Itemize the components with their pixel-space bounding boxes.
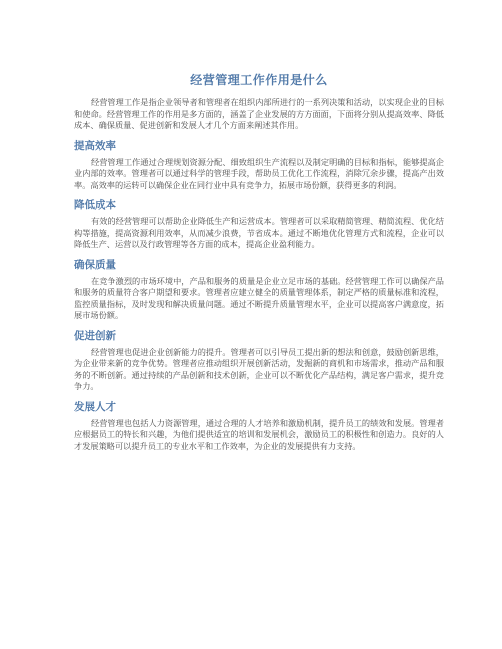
section-heading: 降低成本 xyxy=(74,199,116,211)
section-innovation xyxy=(74,329,444,393)
section-quality xyxy=(74,258,444,322)
section-paragraph: 有效的经营管理可以帮助企业降低生产和运营成本。管理者可以采取精简管理、精简流程、优化结构等措施，提高资源利用效率，从而减少浪费，节省成本。通过不断地优化管理方式和流程，企业可以降低生产、运营以及行政管理等各方面的成本，提高企业盈利能力。 xyxy=(74,216,444,249)
page-title: 经营管理工作作用是什么 xyxy=(190,73,328,87)
section-heading: 促进创新 xyxy=(74,329,116,342)
section-heading: 提高效率 xyxy=(74,139,116,152)
section-efficiency xyxy=(74,139,444,192)
section-paragraph: 在竞争激烈的市场环境中，产品和服务的质量是企业立足市场的基础。经营管理工作可以确保产品和服务的质量符合客户期望和要求。管理者应建立健全的质量管理体系，制定严格的质量标准和流程，监控质量指标，及时发现和解决质量问题。通过不断提升质量管理水平，企业可以提高客户满意度，拓展市场份额。 xyxy=(74,275,444,320)
section-heading: 发展人才 xyxy=(74,400,116,413)
section-heading: 确保质量 xyxy=(74,258,116,271)
section-talent xyxy=(74,400,444,453)
intro-paragraph: 经营管理工作是指企业领导者和管理者在组织内部所进行的一系列决策和活动，以实现企业的目标和使命。经营管理工作的作用是多方面的，涵盖了企业发展的方方面面，下面将分别从提高效率、降低成本、确保质量、促进创新和发展人才几个方面来阐述其作用。 xyxy=(74,97,444,130)
section-paragraph: 经营管理也包括人力资源管理，通过合理的人才培养和激励机制，提升员工的绩效和发展。管理者应根据员工的特长和兴趣，为他们提供适宜的培训和发展机会，激励员工的积极性和创造力。良好的人才发展策略可以提升员工的专业水平和工作效率，为企业的发展提供有力支持。 xyxy=(74,417,444,451)
section-paragraph: 经营管理工作通过合理规划资源分配、细致组织生产流程以及制定明确的目标和指标，能够提高企业内部的效率。管理者可以通过科学的管理手段，帮助员工优化工作流程，消除冗余步骤，提高产出效率。高效率的运转可以确保企业在同行业中具有竞争力，拓展市场份额，获得更多的利润。 xyxy=(74,156,444,190)
section-paragraph: 经营管理也促进企业创新能力的提升。管理者可以引导员工提出新的想法和创意，鼓励创新思维，为企业带来新的竞争优势。管理者应推动组织开展创新活动，发掘新的商机和市场需求，推动产品和服务的不断创新。通过持续的产品创新和技术创新，企业可以不断优化产品结构，满足客户需求，提升竞争力。 xyxy=(74,346,444,391)
section-cost xyxy=(74,198,444,251)
